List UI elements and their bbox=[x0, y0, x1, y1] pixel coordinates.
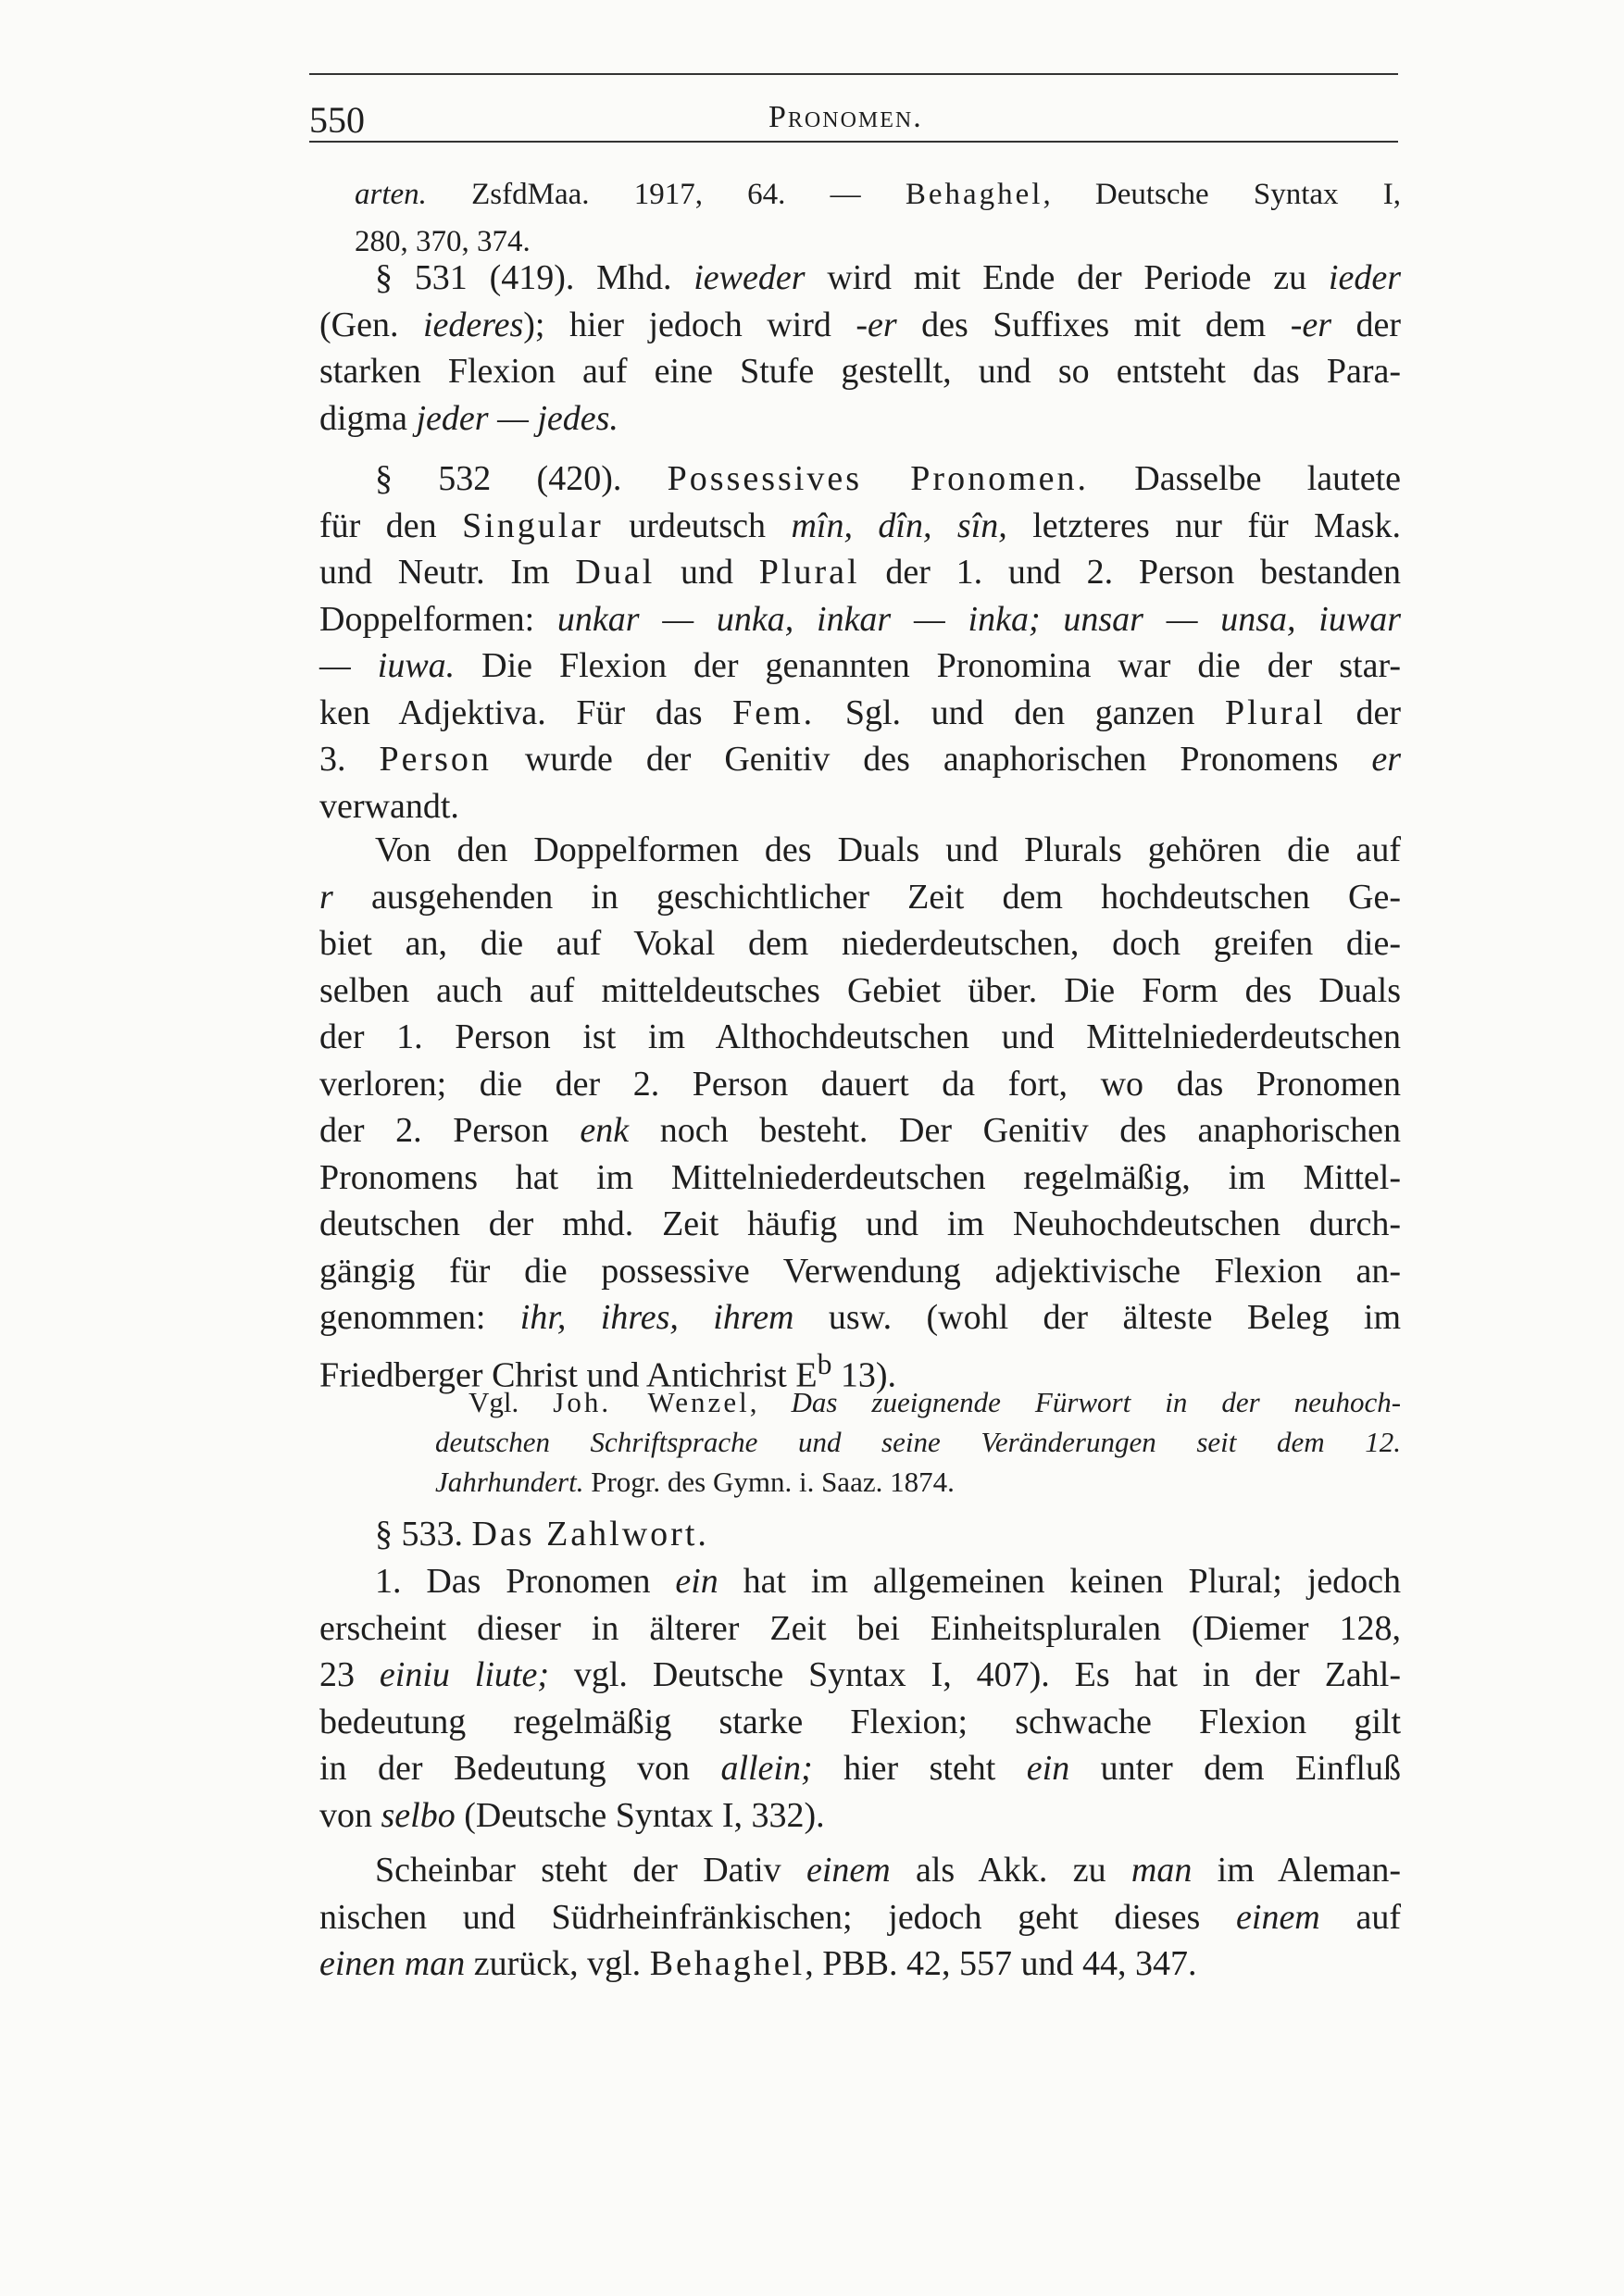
running-title: Pronomen. bbox=[768, 100, 923, 134]
text-line bbox=[435, 1462, 1401, 1502]
italic-text: einem bbox=[1236, 1897, 1320, 1937]
italic-text: ieder bbox=[1328, 258, 1401, 297]
text-run: § 533. bbox=[375, 1515, 472, 1554]
text-line bbox=[319, 455, 1401, 503]
spaced-text: Joh. Wenzel bbox=[553, 1386, 750, 1418]
italic-text: einiu liute; bbox=[379, 1655, 549, 1694]
italic-text: man bbox=[1131, 1851, 1193, 1890]
text-run: ausgehenden in geschichtlicher Zeit dem hochdeutschen Ge- bbox=[332, 877, 1401, 917]
text-run: unter dem Einfluß bbox=[1069, 1749, 1401, 1788]
text-run: für den bbox=[319, 505, 463, 545]
text-run: noch besteht. Der Genitiv des anaphorischen bbox=[629, 1111, 1401, 1150]
text-run: vgl. Deutsche Syntax I, 407). Es hat in der Zahl- bbox=[548, 1655, 1402, 1694]
text-run: verwandt. bbox=[319, 786, 459, 826]
text-run: Progr. des Gymn. i. Saaz. 1874. bbox=[583, 1466, 955, 1498]
text-run: 3. bbox=[319, 740, 380, 779]
text-run: 280, 370, 374. bbox=[355, 225, 531, 258]
text-run: Sgl. und den ganzen bbox=[815, 693, 1226, 732]
text-run: der 1. und 2. Person bestanden bbox=[859, 553, 1402, 592]
paragraph-532 bbox=[319, 455, 1401, 830]
italic-text: unkar — unka, inkar — inka; unsar — unsa, iuwar bbox=[556, 599, 1402, 639]
text-line bbox=[319, 549, 1401, 596]
text-line bbox=[319, 827, 1401, 874]
text-line bbox=[319, 1294, 1401, 1341]
text-line bbox=[319, 783, 1401, 830]
italic-text: -er bbox=[1290, 305, 1332, 344]
text-run: Pronomens hat im Mittelniederdeutschen regelmäßig, im Mittel- bbox=[319, 1157, 1401, 1197]
text-line bbox=[319, 596, 1401, 643]
spaced-text: Fem. bbox=[732, 693, 816, 732]
italic-text: enk bbox=[580, 1111, 630, 1150]
italic-text: einem bbox=[806, 1851, 891, 1890]
text-line bbox=[319, 736, 1401, 783]
text-run: Scheinbar steht der Dativ bbox=[375, 1851, 806, 1890]
text-run: der bbox=[1325, 693, 1401, 732]
text-run: biet an, die auf Vokal dem niederdeutschen, doch greifen die- bbox=[319, 924, 1401, 963]
italic-text: deutschen Schriftsprache und seine Veränderungen seit dem 12. bbox=[435, 1426, 1401, 1458]
text-run: Von den Doppelformen des Duals und Plurals gehören die auf bbox=[375, 830, 1401, 869]
paragraph-531 bbox=[319, 255, 1401, 442]
text-line bbox=[319, 503, 1401, 550]
text-line bbox=[319, 643, 1401, 690]
text-run: Die Flexion der genannten Pronomina war die der star- bbox=[455, 646, 1401, 685]
spaced-text: Das Zahlwort. bbox=[471, 1515, 709, 1554]
text-run: (Gen. bbox=[319, 305, 423, 344]
text-run: der 1. Person ist im Althochdeutschen und Mittelniederdeutschen bbox=[319, 1017, 1401, 1056]
text-line bbox=[319, 1014, 1401, 1061]
spaced-text: Plural bbox=[758, 553, 860, 592]
text-run: , PBB. 42, 557 und 44, 347. bbox=[805, 1944, 1197, 1983]
text-run: starken Flexion auf eine Stufe gestellt, und so entsteht das Para- bbox=[319, 352, 1401, 391]
text-line bbox=[319, 1154, 1401, 1202]
text-line bbox=[319, 1558, 1401, 1605]
italic-text: allein; bbox=[720, 1749, 813, 1788]
text-run: 13). bbox=[831, 1355, 897, 1395]
italic-text: ein bbox=[675, 1562, 718, 1601]
italic-text: ieweder bbox=[693, 258, 806, 297]
text-run: in der Bedeutung von bbox=[319, 1749, 721, 1788]
text-line bbox=[319, 1745, 1401, 1792]
italic-text: ihr, ihres, ihrem bbox=[519, 1298, 794, 1337]
continuation-text bbox=[355, 171, 1401, 266]
text-run: , Deutsche Syntax I, bbox=[1043, 178, 1401, 211]
italic-text: einen man bbox=[319, 1944, 466, 1983]
footnote bbox=[435, 1382, 1401, 1502]
text-line bbox=[319, 1940, 1401, 1988]
text-run: im Aleman- bbox=[1192, 1851, 1401, 1890]
text-run: hier steht bbox=[812, 1749, 1027, 1788]
italic-text: mîn, dîn, sîn, bbox=[791, 505, 1007, 545]
italic-text: -er bbox=[856, 305, 897, 344]
paragraph-scheinbar bbox=[319, 1847, 1401, 1988]
text-run: § 531 (419). Mhd. bbox=[375, 258, 694, 297]
italic-text: r bbox=[319, 877, 333, 917]
superscript: b bbox=[817, 1347, 832, 1380]
text-line bbox=[319, 920, 1401, 967]
spaced-text: Possessives Pronomen. bbox=[667, 459, 1089, 498]
page-number: 550 bbox=[309, 99, 365, 141]
text-line bbox=[319, 302, 1401, 349]
text-run: Doppelformen: bbox=[319, 599, 557, 639]
spaced-text: Behaghel bbox=[649, 1944, 806, 1983]
text-run: der 2. Person bbox=[319, 1111, 581, 1150]
text-run: 1. Das Pronomen bbox=[375, 1562, 676, 1601]
text-run: 23 bbox=[319, 1655, 380, 1694]
heading-533 bbox=[319, 1511, 1401, 1558]
text-line bbox=[319, 1652, 1401, 1699]
text-run: nischen und Südrheinfränkischen; jedoch geht dieses bbox=[319, 1897, 1237, 1937]
text-run: Friedberger Christ und Antichrist E bbox=[319, 1355, 818, 1395]
text-line bbox=[319, 1792, 1401, 1840]
italic-text: — iuwa. bbox=[319, 646, 456, 685]
italic-text: ein bbox=[1026, 1749, 1070, 1788]
text-line bbox=[355, 171, 1401, 218]
text-line bbox=[319, 1511, 1401, 1558]
italic-text: Das zueignende Fürwort in der neuhoch- bbox=[791, 1386, 1402, 1418]
text-run: urdeutsch bbox=[603, 505, 792, 545]
text-run: , bbox=[749, 1386, 792, 1418]
text-run: und bbox=[655, 553, 759, 592]
header-top-rule bbox=[309, 73, 1398, 75]
text-run: ken Adjektiva. Für das bbox=[319, 693, 733, 732]
text-run: zurück, vgl. bbox=[465, 1944, 650, 1983]
text-line bbox=[319, 1341, 1401, 1395]
text-run: als Akk. zu bbox=[890, 1851, 1131, 1890]
text-run: Dasselbe lautete bbox=[1089, 459, 1401, 498]
text-run: digma bbox=[319, 398, 417, 438]
text-line bbox=[319, 1201, 1401, 1248]
text-run: auf bbox=[1319, 1897, 1401, 1937]
text-run: genommen: bbox=[319, 1298, 520, 1337]
text-line bbox=[319, 395, 1401, 443]
text-line bbox=[435, 1382, 1401, 1422]
text-line bbox=[319, 348, 1401, 395]
header-bottom-rule bbox=[309, 141, 1398, 143]
text-run: bedeutung regelmäßig starke Flexion; schwache Flexion gilt bbox=[319, 1702, 1401, 1741]
text-run: der bbox=[1331, 305, 1402, 344]
text-run: Vgl. bbox=[468, 1386, 554, 1418]
spaced-text: Person bbox=[379, 740, 492, 779]
text-run: ZsfdMaa. 1917, 64. — bbox=[426, 178, 906, 211]
text-run: ); hier jedoch wird bbox=[523, 305, 856, 344]
text-run: usw. (wohl der älteste Beleg im bbox=[793, 1298, 1401, 1337]
text-run: wird mit Ende der Periode zu bbox=[805, 258, 1329, 297]
text-line bbox=[319, 967, 1401, 1015]
italic-text: Jahrhundert. bbox=[435, 1466, 584, 1498]
italic-text: jeder — jedes. bbox=[416, 398, 618, 438]
text-line bbox=[435, 1422, 1401, 1462]
text-line bbox=[319, 255, 1401, 302]
text-line bbox=[319, 1894, 1401, 1941]
italic-text: iederes bbox=[422, 305, 524, 344]
text-line bbox=[319, 874, 1401, 921]
spaced-text: Behaghel bbox=[905, 178, 1043, 211]
text-line bbox=[319, 1847, 1401, 1894]
text-run: erscheint dieser in älterer Zeit bei Einheitspluralen (Diemer 128, bbox=[319, 1608, 1401, 1648]
text-run: letzteres nur für Mask. bbox=[1006, 505, 1402, 545]
text-run: gängig für die possessive Verwendung adjektivische Flexion an- bbox=[319, 1251, 1401, 1291]
text-run: selben auch auf mitteldeutsches Gebiet über. Die Form des Duals bbox=[319, 970, 1401, 1010]
text-run: deutschen der mhd. Zeit häufig und im Neuhochdeutschen durch- bbox=[319, 1204, 1401, 1243]
italic-text: er bbox=[1371, 740, 1401, 779]
text-line bbox=[319, 690, 1401, 737]
text-run: und Neutr. Im bbox=[319, 553, 576, 592]
spaced-text: Singular bbox=[462, 505, 604, 545]
spaced-text: Plural bbox=[1225, 693, 1326, 732]
text-line bbox=[319, 1107, 1401, 1154]
text-run: des Suffixes mit dem bbox=[896, 305, 1291, 344]
text-line bbox=[319, 1605, 1401, 1653]
italic-text: arten. bbox=[355, 178, 427, 211]
text-line bbox=[319, 1061, 1401, 1108]
italic-text: selbo bbox=[381, 1795, 456, 1835]
text-run: wurde der Genitiv des anaphorischen Pronomens bbox=[491, 740, 1372, 779]
text-run: § 532 (420). bbox=[375, 459, 668, 498]
text-run: hat im allgemeinen keinen Plural; jedoch bbox=[718, 1562, 1401, 1601]
text-line bbox=[319, 1248, 1401, 1295]
paragraph-doppelformen bbox=[319, 827, 1401, 1395]
text-line bbox=[319, 1699, 1401, 1746]
text-run: von bbox=[319, 1795, 381, 1835]
spaced-text: Dual bbox=[575, 553, 656, 592]
text-run: verloren; die der 2. Person dauert da fort, wo das Pronomen bbox=[319, 1064, 1401, 1104]
text-run: (Deutsche Syntax I, 332). bbox=[455, 1795, 825, 1835]
paragraph-533-1 bbox=[319, 1558, 1401, 1839]
